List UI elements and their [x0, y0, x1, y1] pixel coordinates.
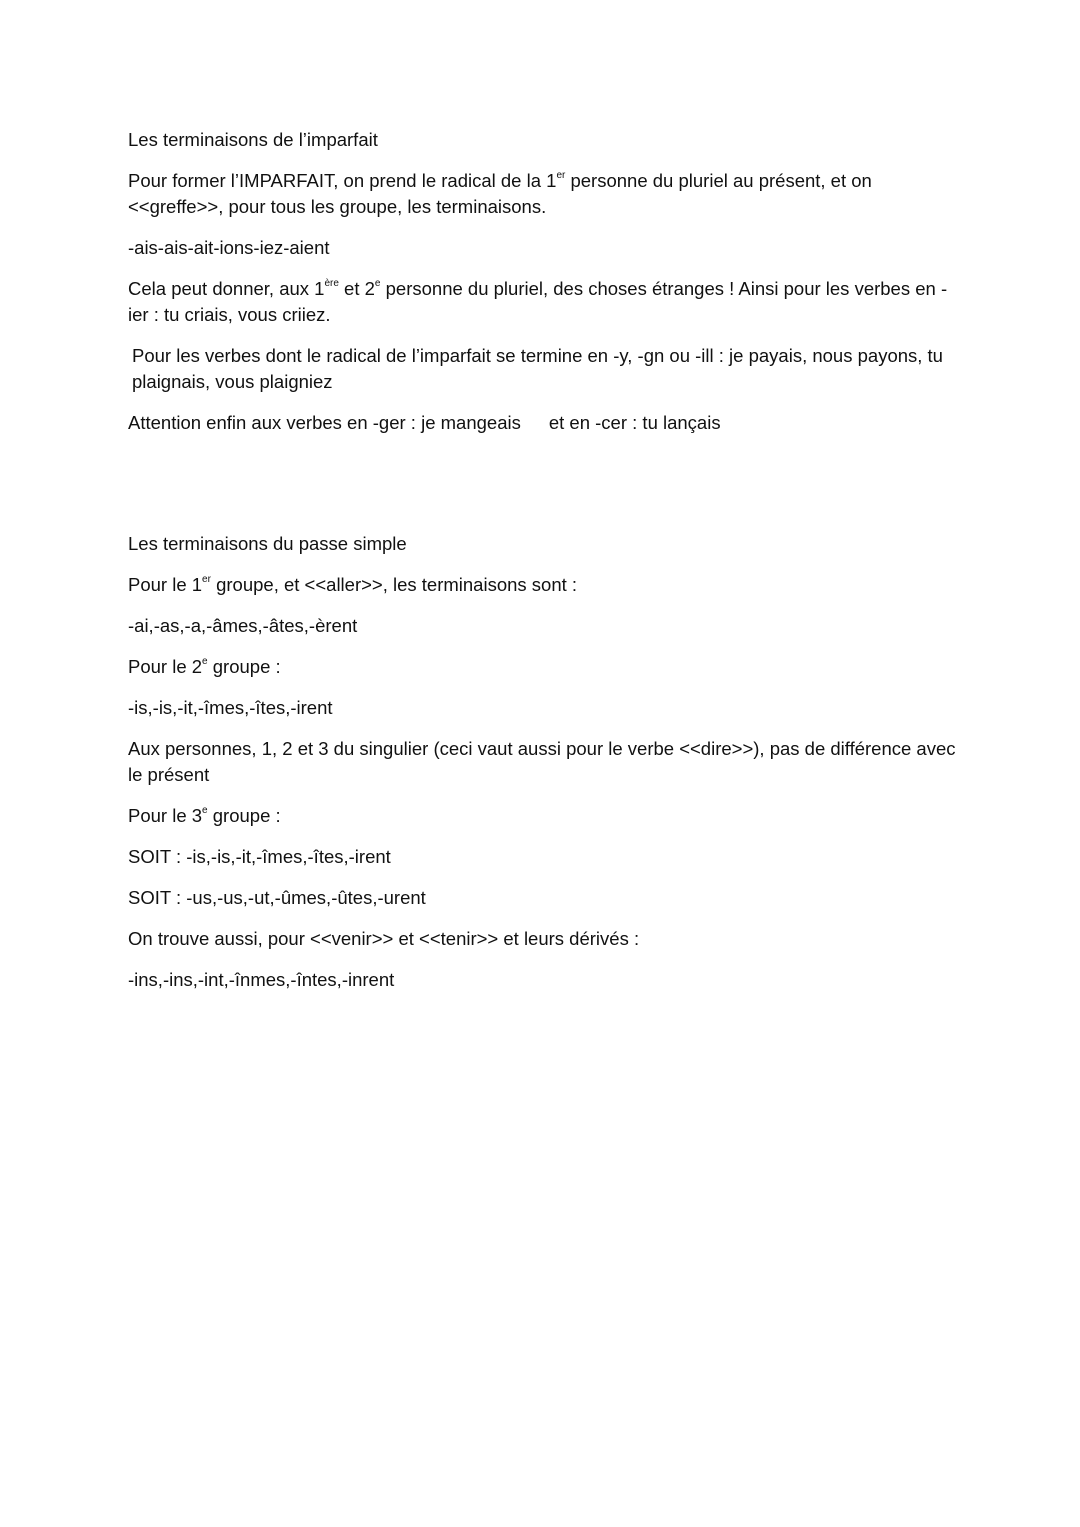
- imparfait-paragraph-formation: [128, 168, 958, 220]
- document-page: [128, 127, 958, 1008]
- passe-simple-title: Les terminaisons du passe simple: [128, 533, 407, 554]
- text-segment: Pour former l’IMPARFAIT, on prend le radical de la 1: [128, 170, 557, 191]
- passe-simple-group3-soit-is: SOIT : -is,-is,-it,-îmes,-îtes,-irent: [128, 846, 391, 867]
- text-segment: groupe, et <<aller>>, les terminaisons sont :: [210, 574, 578, 595]
- superscript: ère: [324, 277, 339, 289]
- passe-simple-venir-endings: -ins,-ins,-int,-înmes,-întes,-inrent: [128, 969, 395, 990]
- text-segment: Pour le 2: [128, 656, 203, 677]
- passe-simple-group3-soit-us: SOIT : -us,-us,-ut,-ûmes,-ûtes,-urent: [128, 887, 426, 908]
- text-segment: groupe :: [207, 805, 281, 826]
- superscript: e: [202, 804, 208, 816]
- imparfait-paragraph-attention: [128, 410, 958, 436]
- superscript: e: [374, 277, 381, 289]
- passe-simple-group1: [128, 572, 958, 598]
- section-gap: [128, 451, 958, 531]
- passe-simple-group3: [128, 803, 958, 829]
- text-segment: et 2: [338, 278, 375, 299]
- superscript: er: [556, 169, 566, 181]
- text-segment: personne du pluriel, des choses étranges ! Ainsi pour les verbes en -ier : tu criais, vous criiez.: [128, 278, 948, 325]
- passe-simple-venir-intro: On trouve aussi, pour <<venir>> et <<tenir>> et leurs dérivés :: [128, 928, 640, 949]
- text-segment: Cela peut donner, aux 1: [128, 278, 325, 299]
- superscript: er: [202, 573, 211, 585]
- passe-simple-group1-endings: -ai,-as,-a,-âmes,-âtes,-èrent: [128, 615, 358, 636]
- text-segment: Pour le 1: [128, 574, 203, 595]
- imparfait-title: Les terminaisons de l’imparfait: [128, 129, 378, 150]
- imparfait-paragraph-radical: Pour les verbes dont le radical de l’imparfait se termine en -y, -gn ou -ill : je payais, nous payons, tu plaignais, vous plaigniez: [132, 345, 943, 392]
- text-segment: Attention enfin aux verbes en -ger : je mangeais: [128, 412, 521, 433]
- passe-simple-group2-endings: -is,-is,-it,-îmes,-îtes,-irent: [128, 697, 333, 718]
- passe-simple-group2-note: Aux personnes, 1, 2 et 3 du singulier (ceci vaut aussi pour le verbe <<dire>>), pas de différence avec le présent: [128, 738, 956, 785]
- imparfait-paragraph-strange: [128, 276, 958, 328]
- text-segment: Pour le 3: [128, 805, 203, 826]
- superscript: e: [202, 655, 208, 667]
- text-segment: et en -cer : tu lançais: [548, 412, 721, 433]
- imparfait-endings: -ais-ais-ait-ions-iez-aient: [128, 237, 330, 258]
- text-segment: groupe :: [207, 656, 281, 677]
- text-segment: personne du pluriel au présent, et on <<greffe>>, pour tous les groupe, les terminaisons.: [128, 170, 872, 217]
- passe-simple-group2: [128, 654, 958, 680]
